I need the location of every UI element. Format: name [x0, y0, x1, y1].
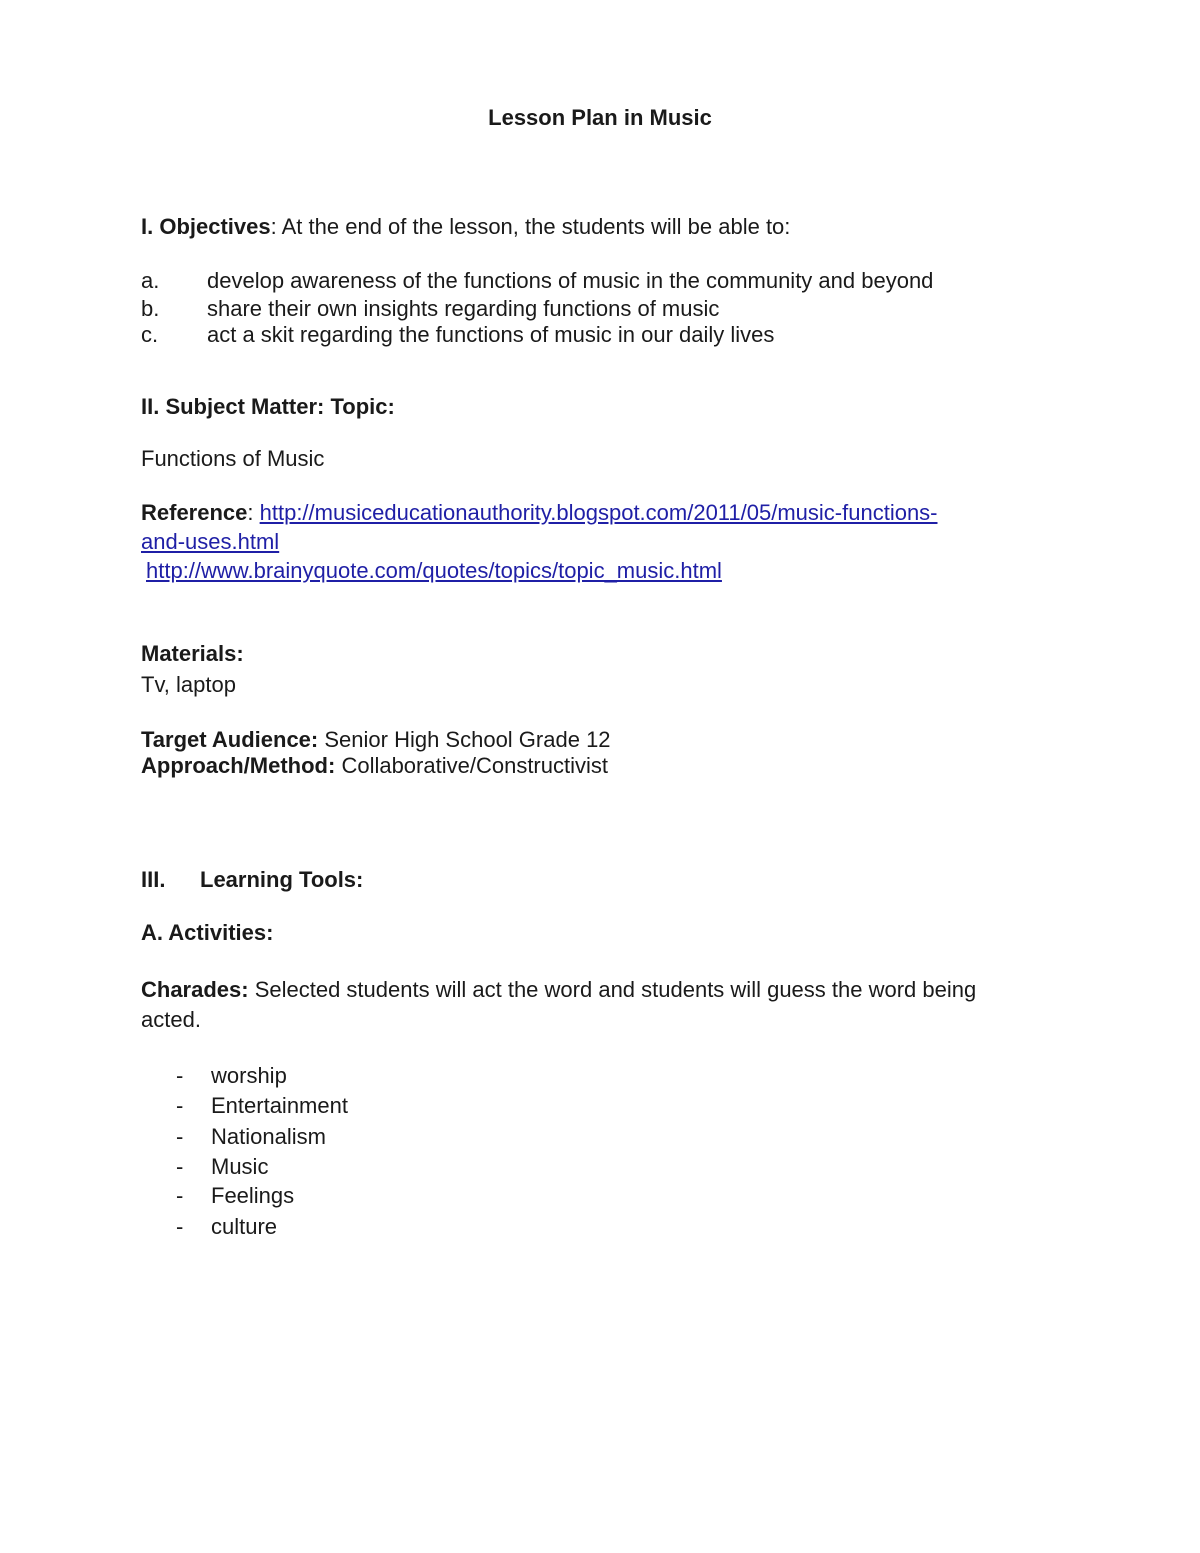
reference-line [141, 499, 1061, 527]
dash-bullet: - [176, 1093, 184, 1118]
dash-bullet: - [176, 1214, 184, 1239]
charades-label: Charades: [141, 977, 249, 1002]
target-audience-label: Target Audience: [141, 727, 319, 752]
list-item-text: worship [211, 1063, 287, 1088]
objective-item-c [141, 321, 1061, 349]
list-item-text: Feelings [211, 1183, 295, 1208]
list-item [176, 1153, 268, 1181]
topic-text: Functions of Music [141, 446, 325, 471]
objectives-intro [141, 213, 1061, 241]
list-item-text: Nationalism [211, 1124, 326, 1149]
approach-line [141, 752, 1061, 780]
objective-item-b [141, 295, 1061, 323]
objective-letter: b. [141, 296, 160, 321]
objectives-intro-text: : At the end of the lesson, the students will be able to: [270, 214, 791, 239]
list-item [176, 1092, 348, 1120]
objective-letter: a. [141, 268, 160, 293]
objective-text: share their own insights regarding functions of music [207, 296, 720, 321]
materials-heading-text: Materials: [141, 641, 244, 666]
dash-bullet: - [176, 1063, 184, 1088]
charades-text: Selected students will act the word and students will guess the word being [248, 977, 977, 1002]
reference-separator: : [247, 500, 260, 525]
list-item [176, 1123, 326, 1151]
target-audience-line [141, 726, 1061, 754]
learning-tools-title: Learning Tools: [200, 867, 364, 892]
activities-heading [141, 919, 1061, 947]
list-item-text: Music [211, 1154, 269, 1179]
approach-value: Collaborative/Constructivist [335, 753, 608, 778]
objective-text: act a skit regarding the functions of music in our daily lives [207, 322, 775, 347]
list-item [176, 1182, 294, 1210]
target-audience-value: Senior High School Grade 12 [318, 727, 611, 752]
charades-line-1 [141, 976, 1061, 1004]
subject-matter-heading [141, 393, 1061, 421]
objective-text: develop awareness of the functions of music in the community and beyond [207, 268, 934, 293]
objective-letter: c. [141, 322, 159, 347]
reference-label: Reference [141, 500, 248, 525]
list-item-text: Entertainment [211, 1093, 348, 1118]
reference-link-1-continued[interactable]: and-uses.html [141, 529, 280, 554]
materials-value: Tv, laptop [141, 672, 236, 697]
list-item [176, 1213, 277, 1241]
reference-line-2 [141, 528, 1061, 556]
approach-label: Approach/Method: [141, 753, 336, 778]
objectives-heading: I. Objectives [141, 214, 271, 239]
activities-heading-text: A. Activities: [141, 920, 274, 945]
dash-bullet: - [176, 1124, 184, 1149]
objective-item-a [141, 267, 1061, 295]
list-item-text: culture [211, 1214, 278, 1239]
learning-tools-heading [141, 866, 1061, 894]
learning-tools-numeral: III. [141, 867, 166, 892]
subject-matter-heading-text: II. Subject Matter: Topic: [141, 394, 395, 419]
dash-bullet: - [176, 1183, 184, 1208]
charades-line-2: acted. [141, 1007, 201, 1032]
reference-link-2[interactable]: http://www.brainyquote.com/quotes/topics/topic_music.html [146, 558, 722, 583]
reference-link-1[interactable]: http://musiceducationauthority.blogspot.com/2011/05/music-functions- [259, 500, 938, 525]
materials-heading [141, 640, 1061, 668]
list-item [176, 1062, 287, 1090]
reference-line-3 [146, 557, 1066, 585]
page-title: Lesson Plan in Music [488, 105, 712, 130]
dash-bullet: - [176, 1154, 184, 1179]
